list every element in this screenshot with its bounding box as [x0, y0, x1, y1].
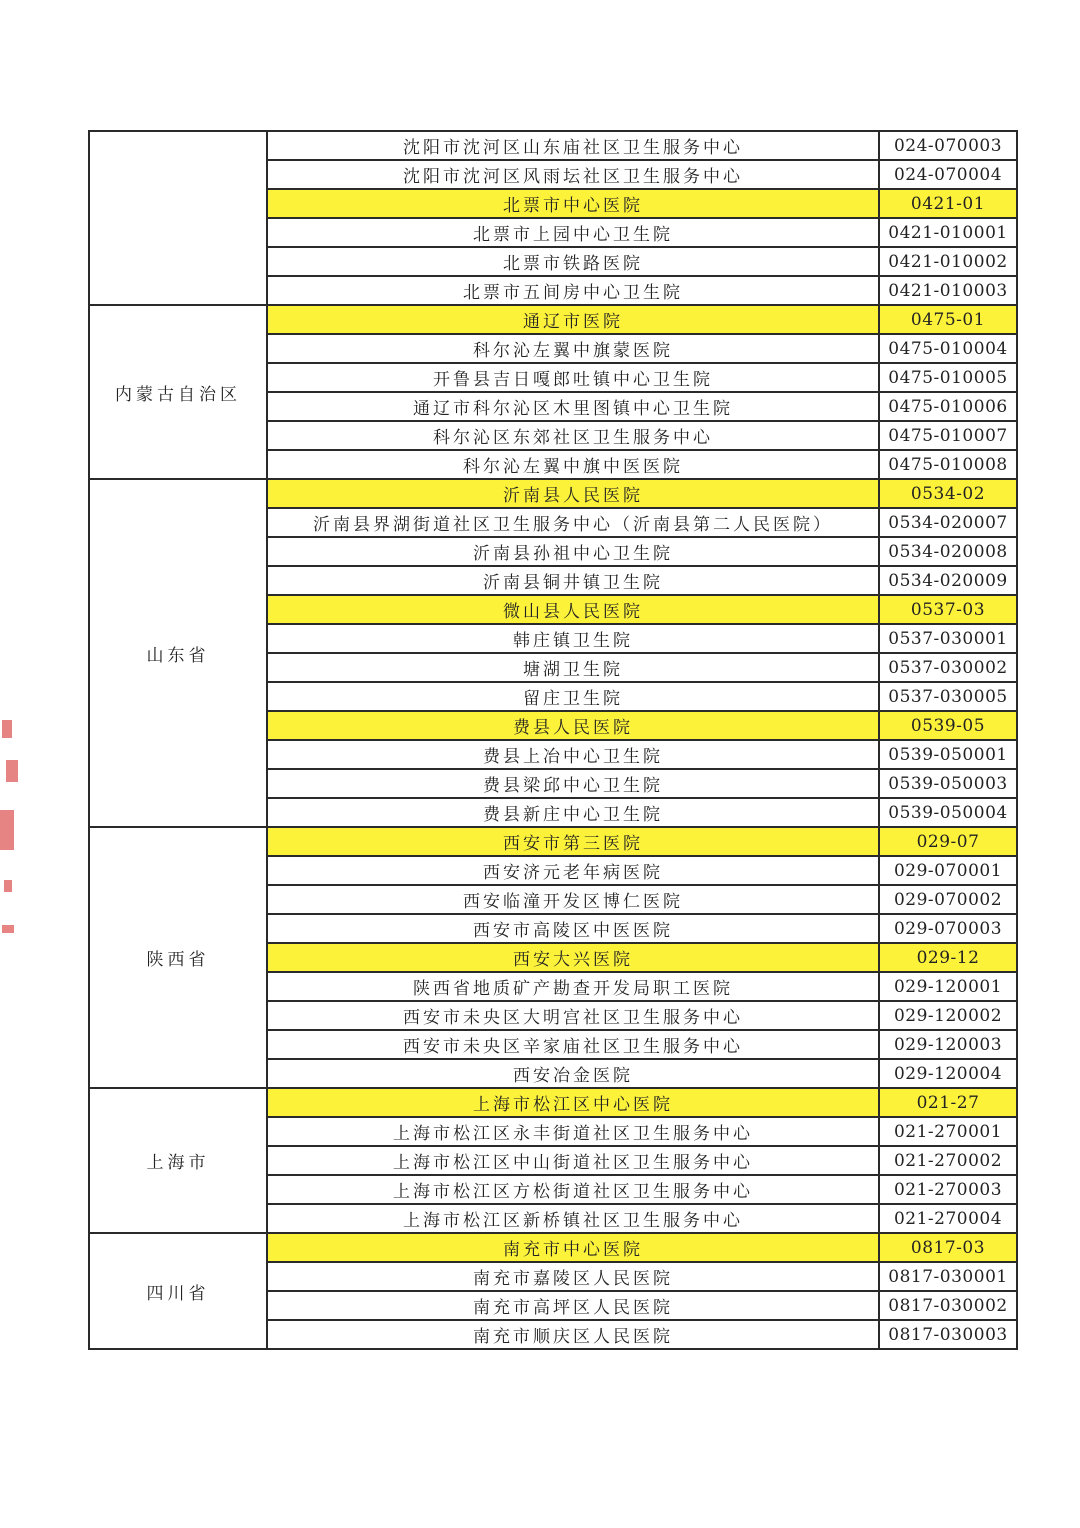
- hospital-name-cell: 西安市未央区辛家庙社区卫生服务中心: [267, 1030, 879, 1059]
- hospital-code-cell: 029-120001: [879, 972, 1017, 1001]
- hospital-code-cell: 0534-02: [879, 479, 1017, 508]
- region-cell: 山东省: [89, 479, 267, 827]
- hospital-code-cell: 029-070003: [879, 914, 1017, 943]
- hospital-name-cell: 西安冶金医院: [267, 1059, 879, 1088]
- hospital-code-cell: 021-270002: [879, 1146, 1017, 1175]
- hospital-code-cell: 0475-010005: [879, 363, 1017, 392]
- hospital-code-cell: 0537-030005: [879, 682, 1017, 711]
- hospital-code-cell: 021-270004: [879, 1204, 1017, 1233]
- hospital-code-cell: 0534-020007: [879, 508, 1017, 537]
- hospital-name-cell: 沂南县界湖街道社区卫生服务中心（沂南县第二人民医院）: [267, 508, 879, 537]
- hospital-name-cell: 费县新庄中心卫生院: [267, 798, 879, 827]
- hospital-name-cell: 沂南县孙祖中心卫生院: [267, 537, 879, 566]
- hospital-name-cell: 陕西省地质矿产勘查开发局职工医院: [267, 972, 879, 1001]
- hospital-name-cell: 南充市顺庆区人民医院: [267, 1320, 879, 1349]
- hospital-name-cell: 西安市第三医院: [267, 827, 879, 856]
- region-cell: 四川省: [89, 1233, 267, 1349]
- hospital-code-cell: 0421-010002: [879, 247, 1017, 276]
- table-row-main-hospital: [89, 1233, 1017, 1262]
- hospital-code-cell: 0817-030001: [879, 1262, 1017, 1291]
- hospital-code-cell: 0817-03: [879, 1233, 1017, 1262]
- hospital-code-cell: 021-270003: [879, 1175, 1017, 1204]
- hospital-code-cell: 0537-03: [879, 595, 1017, 624]
- hospital-code-cell: 029-07: [879, 827, 1017, 856]
- hospital-name-cell: 开鲁县吉日嘎郎吐镇中心卫生院: [267, 363, 879, 392]
- hospital-code-cell: 0817-030003: [879, 1320, 1017, 1349]
- table-row: [89, 131, 1017, 160]
- hospital-code-cell: 0421-010003: [879, 276, 1017, 305]
- hospital-code-cell: 021-270001: [879, 1117, 1017, 1146]
- hospital-code-cell: 0534-020009: [879, 566, 1017, 595]
- hospital-name-cell: 沈阳市沈河区风雨坛社区卫生服务中心: [267, 160, 879, 189]
- hospital-name-cell: 留庄卫生院: [267, 682, 879, 711]
- hospital-code-cell: 029-120003: [879, 1030, 1017, 1059]
- region-cell: [89, 131, 267, 305]
- hospital-name-cell: 科尔沁左翼中旗蒙医院: [267, 334, 879, 363]
- hospital-name-cell: 韩庄镇卫生院: [267, 624, 879, 653]
- hospital-code-cell: 0539-050004: [879, 798, 1017, 827]
- hospital-code-cell: 0475-01: [879, 305, 1017, 334]
- hospital-name-cell: 北票市上园中心卫生院: [267, 218, 879, 247]
- hospital-name-cell: 西安市高陵区中医医院: [267, 914, 879, 943]
- hospital-code-cell: 024-070004: [879, 160, 1017, 189]
- hospital-name-cell: 南充市嘉陵区人民医院: [267, 1262, 879, 1291]
- hospital-name-cell: 沈阳市沈河区山东庙社区卫生服务中心: [267, 131, 879, 160]
- hospital-name-cell: 西安市未央区大明宫社区卫生服务中心: [267, 1001, 879, 1030]
- hospital-code-table-body: [89, 131, 1017, 1349]
- hospital-code-cell: 0539-05: [879, 711, 1017, 740]
- region-cell: 内蒙古自治区: [89, 305, 267, 479]
- hospital-name-cell: 塘湖卫生院: [267, 653, 879, 682]
- hospital-name-cell: 通辽市医院: [267, 305, 879, 334]
- table-row-main-hospital: [89, 1088, 1017, 1117]
- hospital-name-cell: 北票市中心医院: [267, 189, 879, 218]
- table-row-main-hospital: [89, 827, 1017, 856]
- hospital-name-cell: 北票市铁路医院: [267, 247, 879, 276]
- hospital-code-cell: 029-120004: [879, 1059, 1017, 1088]
- hospital-code-cell: 0475-010004: [879, 334, 1017, 363]
- hospital-code-cell: 0475-010006: [879, 392, 1017, 421]
- table-row-main-hospital: [89, 479, 1017, 508]
- hospital-name-cell: 北票市五间房中心卫生院: [267, 276, 879, 305]
- hospital-code-cell: 0537-030002: [879, 653, 1017, 682]
- hospital-name-cell: 通辽市科尔沁区木里图镇中心卫生院: [267, 392, 879, 421]
- hospital-code-cell: 029-120002: [879, 1001, 1017, 1030]
- hospital-code-cell: 0539-050001: [879, 740, 1017, 769]
- table-row-main-hospital: [89, 305, 1017, 334]
- region-cell: 上海市: [89, 1088, 267, 1233]
- hospital-name-cell: 上海市松江区中山街道社区卫生服务中心: [267, 1146, 879, 1175]
- hospital-name-cell: 费县人民医院: [267, 711, 879, 740]
- hospital-name-cell: 上海市松江区新桥镇社区卫生服务中心: [267, 1204, 879, 1233]
- hospital-code-cell: 021-27: [879, 1088, 1017, 1117]
- hospital-name-cell: 费县梁邱中心卫生院: [267, 769, 879, 798]
- hospital-name-cell: 南充市高坪区人民医院: [267, 1291, 879, 1320]
- hospital-name-cell: 上海市松江区方松街道社区卫生服务中心: [267, 1175, 879, 1204]
- hospital-code-cell: 0534-020008: [879, 537, 1017, 566]
- hospital-name-cell: 上海市松江区中心医院: [267, 1088, 879, 1117]
- hospital-code-cell: 029-070001: [879, 856, 1017, 885]
- hospital-name-cell: 微山县人民医院: [267, 595, 879, 624]
- hospital-code-cell: 0537-030001: [879, 624, 1017, 653]
- hospital-name-cell: 科尔沁区东郊社区卫生服务中心: [267, 421, 879, 450]
- hospital-name-cell: 沂南县铜井镇卫生院: [267, 566, 879, 595]
- hospital-name-cell: 费县上冶中心卫生院: [267, 740, 879, 769]
- hospital-name-cell: 沂南县人民医院: [267, 479, 879, 508]
- hospital-code-cell: 0539-050003: [879, 769, 1017, 798]
- hospital-name-cell: 南充市中心医院: [267, 1233, 879, 1262]
- hospital-code-table: [88, 130, 1018, 1350]
- hospital-code-cell: 0817-030002: [879, 1291, 1017, 1320]
- hospital-code-cell: 029-070002: [879, 885, 1017, 914]
- hospital-code-cell: 0475-010007: [879, 421, 1017, 450]
- hospital-name-cell: 科尔沁左翼中旗中医医院: [267, 450, 879, 479]
- hospital-code-cell: 024-070003: [879, 131, 1017, 160]
- hospital-name-cell: 西安济元老年病医院: [267, 856, 879, 885]
- hospital-code-cell: 0421-01: [879, 189, 1017, 218]
- red-stamp-edge: [0, 700, 22, 940]
- hospital-code-cell: 0421-010001: [879, 218, 1017, 247]
- hospital-code-cell: 029-12: [879, 943, 1017, 972]
- hospital-code-cell: 0475-010008: [879, 450, 1017, 479]
- hospital-name-cell: 西安临潼开发区博仁医院: [267, 885, 879, 914]
- hospital-name-cell: 上海市松江区永丰街道社区卫生服务中心: [267, 1117, 879, 1146]
- region-cell: 陕西省: [89, 827, 267, 1088]
- hospital-name-cell: 西安大兴医院: [267, 943, 879, 972]
